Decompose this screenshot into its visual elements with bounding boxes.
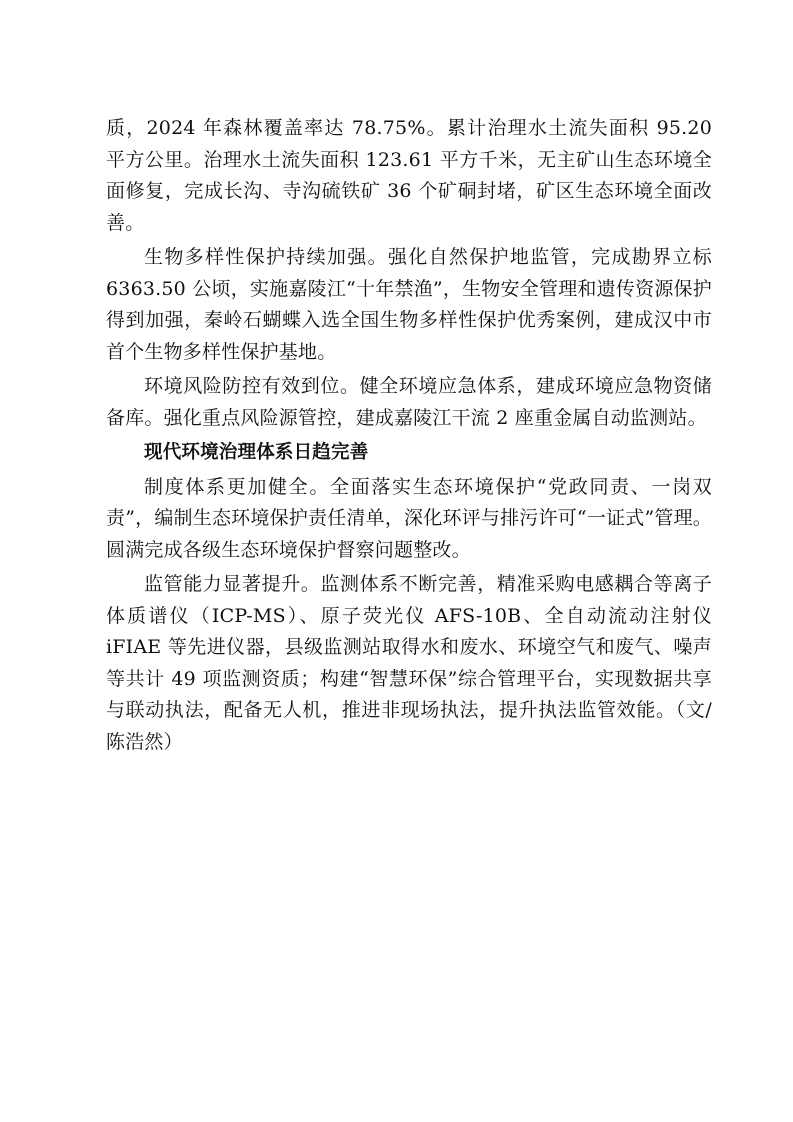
section-heading: 现代环境治理体系日趋完善 (144, 442, 369, 463)
paragraph-text: 健全环境应急体系，建成环境应急物资储备库。强化重点风险源管控，建成嘉陵江干流 2 座重金属自动监测站。 (106, 375, 713, 429)
paragraph-text: 质，2024 年森林覆盖率达 78.75%。累计治理水土流失面积 95.20 平方公里。治理水土流失面积 123.61 平方千米，无主矿山生态环境全面修复，完成长沟、寺沟硫铁矿 36 个矿硐封堵，矿区生态环境全面改善。 (106, 117, 712, 234)
paragraph-supervision-capability (106, 569, 712, 758)
paragraph-lead: 监管能力显著提升。 (144, 573, 321, 595)
paragraph-environment-risk (106, 371, 712, 434)
paragraph-biodiversity (106, 242, 712, 368)
paragraph-lead: 制度体系更加健全。 (144, 475, 331, 498)
paragraph-lead: 生物多样性保护持续加强。 (144, 246, 388, 268)
paragraph-forest-coverage (106, 113, 712, 239)
paragraph-text: 强化自然保护地监管，完成勘界立标 6363.50 公顷，实施嘉陵江“十年禁渔”，生物安全管理和遗传资源保护得到加强，秦岭石蝴蝶入选全国生物多样性保护优秀案例，建成汉中市首个生物多样性保护基地。 (106, 246, 713, 363)
paragraph-institution-system (106, 472, 712, 567)
paragraph-lead: 环境风险防控有效到位。 (144, 375, 360, 397)
document-body (106, 113, 712, 761)
paragraph-text: 全面落实生态环境保护“党政同责、一岗双责”，编制生态环境保护责任清单，深化环评与排污许可“一证式”管理。圆满完成各级生态环境保护督察问题整改。 (106, 475, 712, 561)
paragraph-text: 监测体系不断完善，精准采购电感耦合等离子体质谱仪（ICP-MS）、原子荧光仪 AFS-10B、全自动流动注射仪 iFIAE 等先进仪器，县级监测站取得水和废水、环境空气和废气、噪声等共计 49 项监测资质；构建“智慧环保”综合管理平台，实现数据共享与联动执法，配备无人机，推进非现场执法，提升执法监管效能。（文/陈浩然） (106, 573, 712, 753)
